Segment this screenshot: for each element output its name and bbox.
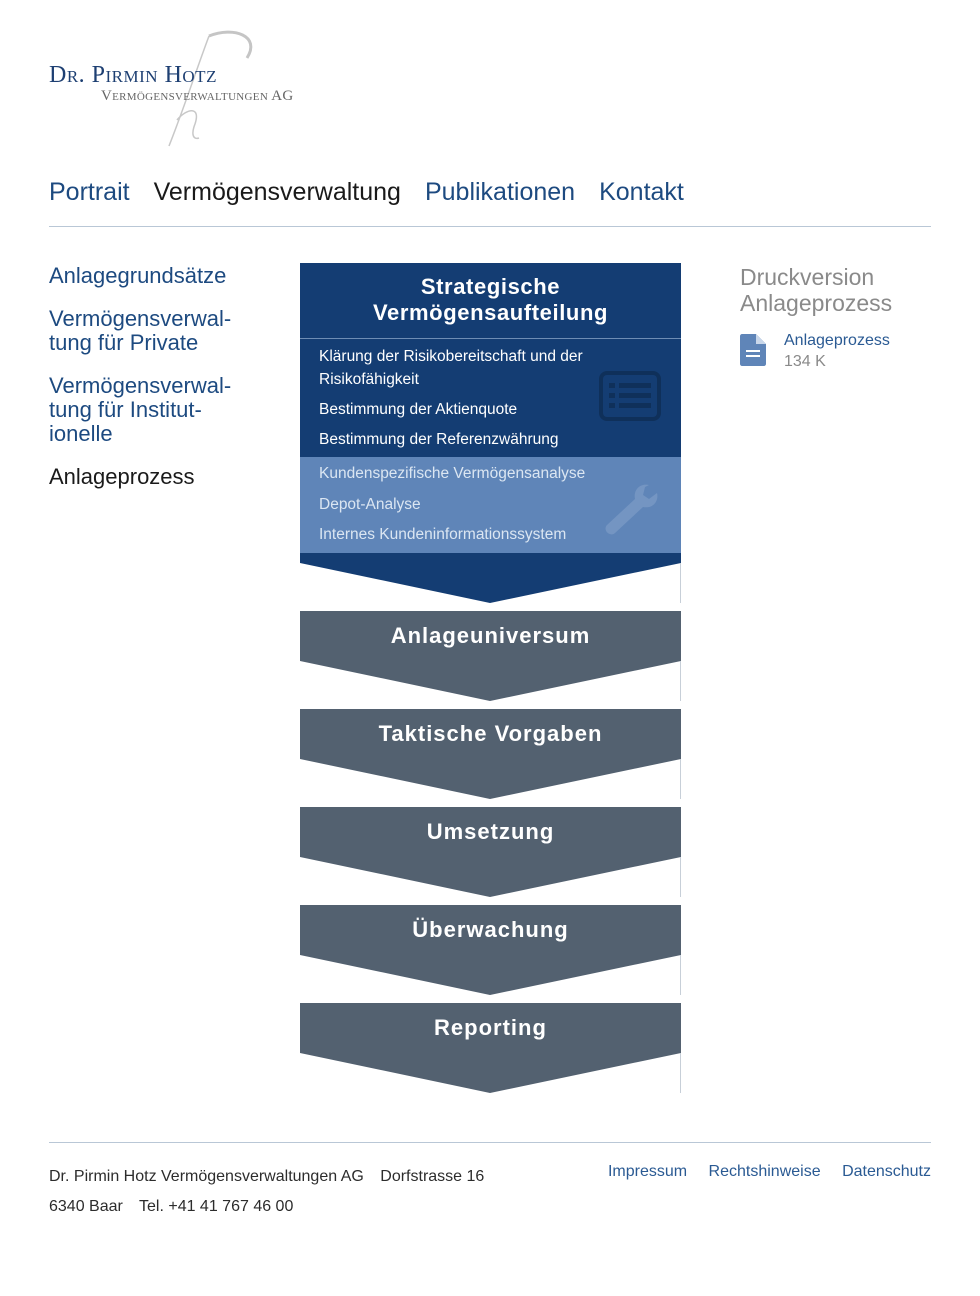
- footer-link-rechtshinweise[interactable]: Rechtshinweise: [708, 1163, 821, 1180]
- arrow-edge: [680, 955, 681, 995]
- process-step-reporting: [300, 1003, 681, 1093]
- process-step-taktische-vorgaben: [300, 709, 681, 799]
- list-item: Depot-Analyse: [319, 495, 421, 513]
- print-title: Druckversion Anlageprozess: [740, 264, 893, 316]
- nav-kontakt[interactable]: Kontakt: [599, 178, 684, 206]
- process-step-umsetzung: [300, 807, 681, 897]
- process-diagram: [300, 263, 681, 1093]
- footer-phone: Tel. +41 41 767 46 00: [139, 1198, 294, 1215]
- list-item: Bestimmung der Referenzwährung: [319, 431, 559, 448]
- list-item: Kundenspezifische Vermögensanalyse: [319, 465, 586, 482]
- arrow-edge: [680, 759, 681, 799]
- document-icon[interactable]: [740, 334, 766, 366]
- print-version-panel: [740, 264, 940, 370]
- logo-name: Dr. Pirmin Hotz: [49, 62, 217, 88]
- nav-vermoegensverwaltung[interactable]: Vermögensverwaltung: [153, 178, 401, 206]
- strategic-header: [300, 263, 681, 338]
- process-step-ueberwachung: [300, 905, 681, 995]
- step-label: Überwachung: [412, 917, 569, 942]
- nav-portrait[interactable]: Portrait: [49, 178, 130, 206]
- document-link[interactable]: Anlageprozess: [784, 332, 890, 349]
- strategic-title-line2: Vermögensaufteilung: [372, 300, 609, 325]
- sidebar: [49, 264, 249, 508]
- main-nav: [49, 178, 708, 207]
- footer-address: [49, 1162, 496, 1222]
- header-divider: [49, 226, 931, 227]
- arrow-edge: [680, 857, 681, 897]
- strategic-title-line1: Strategische: [420, 274, 561, 299]
- step-label: Taktische Vorgaben: [378, 721, 603, 746]
- list-item: Klärung der Risikobereitschaft und der Risikofähigkeit: [319, 348, 583, 388]
- arrow-edge: [680, 661, 681, 701]
- footer-divider: [49, 1142, 931, 1143]
- footer-link-impressum[interactable]: Impressum: [607, 1163, 688, 1180]
- step-label: Anlageuniversum: [390, 623, 591, 648]
- arrow-edge: [680, 1053, 681, 1093]
- step-label: Umsetzung: [426, 819, 555, 844]
- step-label: Reporting: [434, 1015, 547, 1040]
- logo-subtitle: Vermögensverwaltungen AG: [101, 88, 294, 104]
- sidebar-item-anlageprozess[interactable]: Anlageprozess: [49, 464, 195, 489]
- sidebar-item-institutionelle[interactable]: Vermögensverwal- tung für Institut- ionelle: [49, 373, 232, 446]
- strategic-secondary-list: [300, 457, 681, 553]
- document-size: 134 K: [784, 353, 826, 370]
- logo[interactable]: [49, 22, 369, 147]
- footer-city: 6340 Baar: [49, 1198, 123, 1215]
- list-item: Internes Kundeninformationssystem: [319, 526, 567, 543]
- strategic-primary-list: [300, 339, 681, 457]
- footer-street: Dorfstrasse 16: [380, 1168, 485, 1185]
- process-step-anlageuniversum: [300, 611, 681, 701]
- nav-publikationen[interactable]: Publikationen: [424, 178, 576, 206]
- footer-links: [591, 1162, 931, 1182]
- list-item: Bestimmung der Aktienquote: [319, 401, 518, 418]
- sidebar-item-private[interactable]: Vermögensverwal- tung für Private: [49, 306, 232, 355]
- strategic-arrow-shape: [300, 553, 681, 603]
- strategic-arrow: [300, 553, 681, 603]
- footer-link-datenschutz[interactable]: Datenschutz: [842, 1163, 931, 1180]
- sidebar-item-anlagegrundsaetze[interactable]: Anlagegrundsätze: [49, 263, 227, 288]
- arrow-edge: [680, 563, 681, 603]
- footer-company: Dr. Pirmin Hotz Vermögensverwaltungen AG: [49, 1168, 364, 1185]
